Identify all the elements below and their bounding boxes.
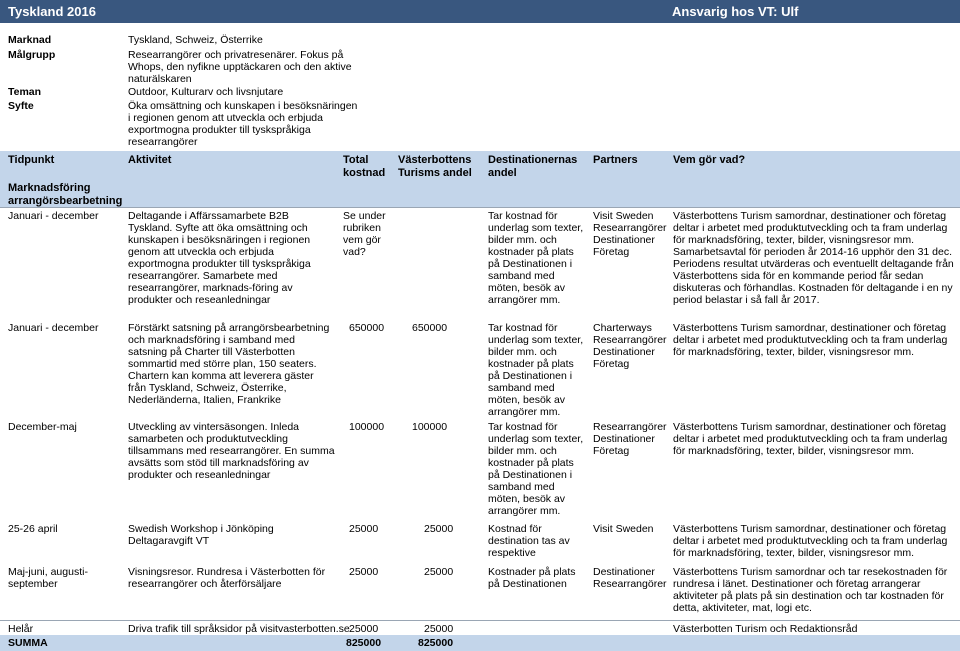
row2-dest: Tar kostnad för underlag som texter, bilder mm. och kostnader på plats på Destinationen i samband med möten, besök av arrangörer mm.: [488, 322, 584, 418]
row2-aktivitet: Förstärkt satsning på arrangörsbearbetning och marknadsföring i samband med satsning på Charter till Västerbotten sommartid med större plan, 150 seaters. Chartern kan komma att leverera gäster från Tyskland, Schweiz, Österrike, Nederländerna, Italien, Frankrike: [128, 322, 330, 406]
row4-tidpunkt: 25-26 april: [8, 523, 58, 535]
marknad-value: Tyskland, Schweiz, Österrike: [128, 34, 263, 46]
row2-vt: 650000: [412, 322, 448, 334]
header-bar: [0, 0, 960, 23]
row5-vem: Västerbottens Turism samordnar och tar resekostnaden för rundresa i länet. Destinationer och företag arrangerar aktiviteter på plats på sin destination och tar kostnaden för detta, aktiviteter, mat, logi etc.: [673, 566, 948, 614]
teman-label: Teman: [8, 86, 42, 98]
row2-total: 650000: [349, 322, 385, 334]
row6-vem: Västerbotten Turism och Redaktionsråd: [673, 623, 858, 635]
row5-total: 25000: [349, 566, 379, 578]
row6-total: 25000: [349, 623, 379, 635]
row4-dest: Kostnad för destination tas av respektive: [488, 523, 570, 559]
row4-aktivitet: Swedish Workshop i Jönköping Deltagaravgift VT: [128, 523, 274, 547]
row1-total: Se under rubriken vem gör vad?: [343, 210, 386, 258]
col-partners: Partners: [593, 154, 638, 166]
summa-vt: 825000: [418, 637, 454, 649]
col-dest-andel: Destinationernas andel: [488, 154, 578, 179]
row4-vt: 25000: [424, 523, 454, 535]
row6-aktivitet: Driva trafik till språksidor på visitvasterbotten.se: [128, 623, 350, 635]
row1-vem: Västerbottens Turism samordnar, destinationer och företag deltar i arbetet med produktutveckling och ta fram underlag för marknadsföring, texter, bilder, visningsresor mm. Samarbetsavtal för perioden år 2014-16 upphör den 31 dec. Periodens resultat utvärderas och eventuellt deltagande från Västerbottens sida för en kommande period får sedan diskuteras och förhandlas. Kostnaden för deltagande i en ny period belastar i så fall år 2017.: [673, 210, 954, 306]
summa-label: SUMMA: [8, 637, 48, 649]
row5-vt: 25000: [424, 566, 454, 578]
col-vt-andel: Västerbottens Turisms andel: [398, 154, 472, 179]
divider: [0, 620, 960, 621]
row3-vem: Västerbottens Turism samordnar, destinationer och företag deltar i arbetet med produktutveckling och ta fram underlag för marknadsföring, texter, bilder, visningsresor mm.: [673, 421, 948, 457]
syfte-value: Öka omsättning och kunskapen i besöksnäringen i regionen genom att utveckla och erbjuda exportmogna produkter till tyskspråkiga researrangörer: [128, 100, 358, 148]
responsible-label: Ansvarig hos VT: Ulf: [672, 4, 799, 19]
row5-tidpunkt: Maj-juni, augusti-september: [8, 566, 88, 590]
malgrupp-value: Researrangörer och privatresenärer. Fokus på Whops, den nyfikne upptäckaren och den aktive naturälskaren: [128, 49, 352, 85]
row2-tidpunkt: Januari - december: [8, 322, 99, 334]
row4-total: 25000: [349, 523, 379, 535]
col-vem-gor-vad: Vem gör vad?: [673, 154, 746, 166]
row3-aktivitet: Utveckling av vintersäsongen. Inleda samarbeten och produktutveckling tillsammans med researrangörer. En summa avsätts som stöd till marknadsföring av produkter och reseanledningar: [128, 421, 335, 481]
col-total-kostnad: Total kostnad: [343, 154, 386, 179]
divider: [0, 207, 960, 208]
col-tidpunkt: Tidpunkt: [8, 154, 55, 166]
row5-partners: Destinationer Researrangörer: [593, 566, 667, 590]
marknad-label: Marknad: [8, 34, 52, 46]
row2-vem: Västerbottens Turism samordnar, destinationer och företag deltar i arbetet med produktutveckling och ta fram underlag för marknadsföring, texter, bilder, visningsresor mm.: [673, 322, 948, 358]
row1-aktivitet: Deltagande i Affärssamarbete B2B Tyskland. Syfte att öka omsättning och kunskapen i besöksnäringen i regionen genom att utveckla och erbjuda exportmogna produkter till tyskspråkiga researrangörer. Samarbete med researrangörer, marknads-föring av produkter och reseanledningar: [128, 210, 311, 306]
teman-value: Outdoor, Kulturarv och livsnjutare: [128, 86, 284, 98]
row1-tidpunkt: Januari - december: [8, 210, 99, 222]
col-aktivitet: Aktivitet: [128, 154, 172, 166]
row3-partners: Researrangörer Destinationer Företag: [593, 421, 667, 457]
row4-vem: Västerbottens Turism samordnar, destinationer och företag deltar i arbetet med produktutveckling och ta fram underlag för marknadsföring, texter, bilder, visningsresor mm.: [673, 523, 948, 559]
syfte-label: Syfte: [8, 100, 34, 112]
section-title: Marknadsföring arrangörsbearbetning: [8, 182, 123, 207]
row1-partners: Visit Sweden Researrangörer Destinationer Företag: [593, 210, 667, 258]
row1-dest: Tar kostnad för underlag som texter, bilder mm. och kostnader på plats på Destinationen i samband med möten, besök av arrangörer mm.: [488, 210, 584, 306]
page-title: Tyskland 2016: [8, 4, 96, 19]
row6-tidpunkt: Helår: [8, 623, 34, 635]
row3-total: 100000: [349, 421, 385, 433]
row5-aktivitet: Visningsresor. Rundresa i Västerbotten för researrangörer och återförsäljare: [128, 566, 326, 590]
row3-dest: Tar kostnad för underlag som texter, bilder mm. och kostnader på plats på Destinationen i samband med möten, besök av arrangörer mm.: [488, 421, 584, 517]
row2-partners: Charterways Researrangörer Destinationer Företag: [593, 322, 667, 370]
row5-dest: Kostnader på plats på Destinationen: [488, 566, 576, 590]
malgrupp-label: Målgrupp: [8, 49, 56, 61]
row6-vt: 25000: [424, 623, 454, 635]
summa-total: 825000: [346, 637, 382, 649]
summa-bar: [0, 635, 960, 651]
row3-tidpunkt: December-maj: [8, 421, 77, 433]
row4-partners: Visit Sweden: [593, 523, 654, 535]
row3-vt: 100000: [412, 421, 448, 433]
